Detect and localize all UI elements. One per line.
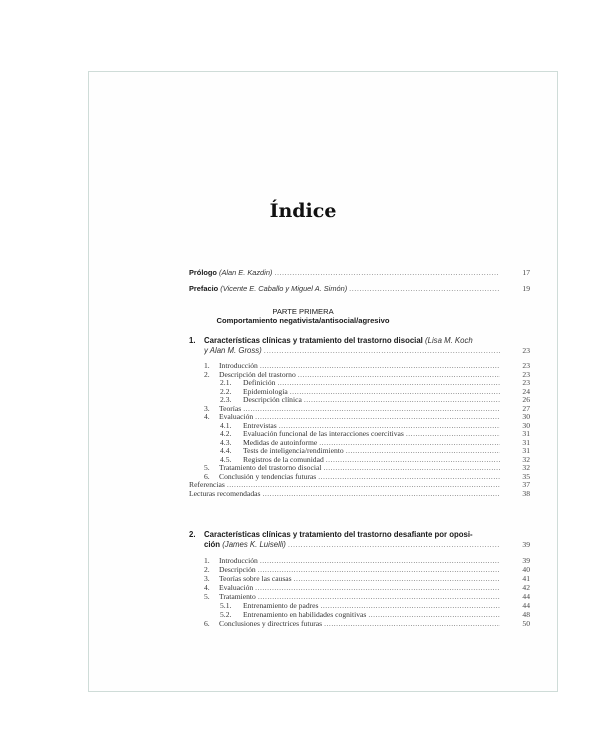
chapter-1-number: 1.	[189, 336, 196, 345]
leader-dots	[288, 540, 500, 550]
chapter-2-number: 2.	[189, 530, 196, 539]
toc-item[interactable]: 4. Evaluación ..... 30	[0, 412, 606, 422]
chapter-author: (James K. Luiselli)	[222, 540, 286, 549]
chapter-author: (Lisa M. Koch	[425, 336, 473, 345]
entry-label: Prólogo	[189, 268, 217, 277]
chapter-1-title[interactable]	[204, 336, 473, 346]
chapter-2-title[interactable]: Características clínicas y tratamiento del trastorno desafiante por oposi-	[204, 530, 473, 539]
toc-item-lecturas[interactable]: Lecturas recomendadas ..... 38	[0, 489, 606, 499]
chapter-2-author-line[interactable]	[0, 540, 606, 550]
toc-subitem[interactable]: 2.2. Epidemiología ..... 24	[0, 387, 606, 397]
page-title: Índice	[269, 200, 337, 222]
toc-subitem[interactable]: 2.1. Definición ..... 23	[0, 378, 606, 388]
leader-dots	[264, 346, 500, 356]
chapter-title-text: Características clínicas y tratamiento del trastorno disocial	[204, 336, 423, 345]
chapter-author: y Alan M. Gross)	[204, 346, 262, 355]
page-number: 23	[522, 346, 530, 355]
toc-entry-prefacio[interactable]	[0, 284, 606, 294]
chapter-title-text: ción	[204, 540, 221, 549]
toc-item[interactable]: 1. Introducción ..... 39	[0, 556, 606, 566]
toc-subitem[interactable]: 5.1. Entrenamiento de padres ..... 44	[0, 601, 606, 611]
toc-item[interactable]: 3. Teorías ..... 27	[0, 404, 606, 414]
toc-item[interactable]: 5. Tratamiento ..... 44	[0, 592, 606, 602]
toc-item[interactable]: 1. Introducción ..... 23	[0, 361, 606, 371]
toc-subitem[interactable]: 5.2. Entrenamiento en habilidades cognitivas ..... 48	[0, 610, 606, 620]
chapter-1-author-line[interactable]	[0, 346, 606, 356]
toc-item-referencias[interactable]: Referencias ..... 37	[0, 480, 606, 490]
entry-author: (Alan E. Kazdin)	[218, 268, 273, 277]
toc-item[interactable]: 2. Descripción ..... 40	[0, 565, 606, 575]
entry-label: Prefacio	[189, 284, 219, 293]
toc-subitem[interactable]: 4.1. Entrevistas ..... 30	[0, 421, 606, 431]
toc-subitem[interactable]: 2.3. Descripción clínica ..... 26	[0, 395, 606, 405]
leader-dots	[262, 489, 500, 499]
page-number: 19	[522, 284, 530, 293]
page-number: 39	[522, 540, 530, 549]
toc-item[interactable]: 6. Conclusión y tendencias futuras ..... 35	[0, 472, 606, 482]
toc-item[interactable]: 2. Descripción del trastorno ..... 23	[0, 370, 606, 380]
toc-subitem[interactable]: 4.2. Evaluación funcional de las interacciones coercitivas ..... 31	[0, 429, 606, 439]
part-label: PARTE PRIMERA	[272, 307, 334, 316]
toc-subitem[interactable]: 4.5. Registros de la comunidad ..... 32	[0, 455, 606, 465]
entry-author: (Vicente E. Caballo y Miguel A. Simón)	[220, 284, 348, 293]
toc-subitem[interactable]: 4.4. Tests de inteligencia/rendimiento ..... 31	[0, 446, 606, 456]
part-subtitle: Comportamiento negativista/antisocial/agresivo	[216, 316, 390, 325]
leader-dots	[324, 619, 500, 629]
toc-subitem[interactable]: 4.3. Medidas de autoinforme ..... 31	[0, 438, 606, 448]
leader-dots	[274, 268, 499, 278]
toc-item[interactable]: 4. Evaluación ..... 42	[0, 583, 606, 593]
leader-dots	[349, 284, 499, 294]
toc-item[interactable]: 5. Tratamiento del trastorno disocial ..... 32	[0, 463, 606, 473]
page-number: 17	[522, 268, 530, 277]
toc-item[interactable]: 6. Conclusiones y directrices futuras ..... 50	[0, 619, 606, 629]
toc-item[interactable]: 3. Teorías sobre las causas ..... 41	[0, 574, 606, 584]
toc-entry-prologo[interactable]	[0, 268, 606, 278]
